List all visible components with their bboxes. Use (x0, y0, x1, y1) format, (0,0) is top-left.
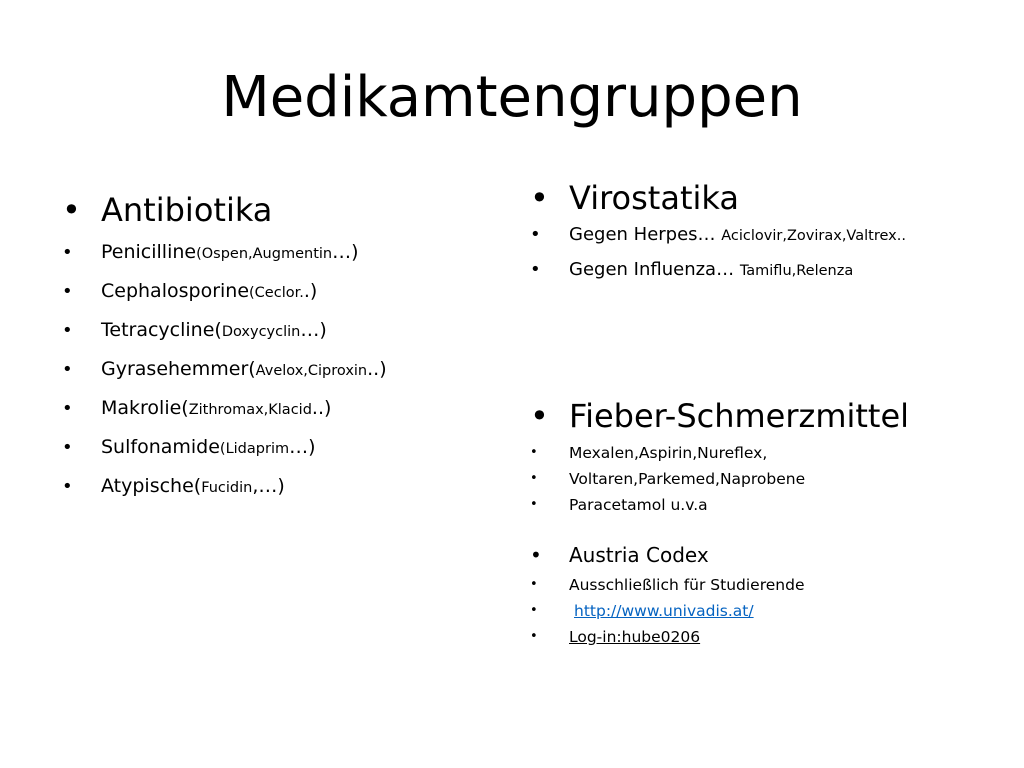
item-examples-text: Avelox,Ciproxin (255, 363, 368, 379)
item-examples-text: (Lidaprim (219, 441, 290, 457)
item-tail-text: ..) (367, 358, 387, 380)
antibiotika-item-penicilline (62, 234, 492, 273)
virostatika-heading (530, 176, 1000, 220)
item-main-text: Cephalosporine (101, 280, 250, 302)
item-examples-text: Tamiflu,Relenza (739, 263, 854, 279)
item-examples-text: (Ceclor. (249, 285, 304, 301)
fieber-item (530, 466, 1000, 492)
antibiotika-heading-text: Antibiotika (101, 191, 273, 229)
antibiotika-item-tetracycline (62, 312, 492, 351)
item-examples-text: (Ospen,Augmentin (196, 246, 333, 262)
antibiotika-item-atypische (62, 468, 492, 507)
fieber-heading (530, 394, 1000, 438)
item-examples-text: Aciclovir,Zovirax,Valtrex.. (721, 228, 906, 244)
item-main-text: Tetracycline( (101, 319, 222, 341)
antibiotika-item-gyrasehemmer (62, 351, 492, 390)
codex-login-item (530, 624, 1000, 650)
antibiotika-heading (62, 188, 492, 232)
item-examples-text: Zithromax,Klacid (188, 402, 312, 418)
antibiotika-item-makrolie (62, 390, 492, 429)
item-tail-text: …) (332, 241, 359, 263)
right-column (530, 176, 1000, 650)
codex-heading-text: Austria Codex (569, 543, 709, 567)
antibiotika-item-cephalosporine (62, 273, 492, 312)
item-main-text: Gegen Influenza… (569, 259, 740, 280)
codex-note-text: Ausschließlich für Studierende (569, 576, 805, 594)
fieber-heading-text: Fieber-Schmerzmittel (569, 397, 910, 435)
antibiotika-item-sulfonamide (62, 429, 492, 468)
item-main-text: Atypische( (101, 475, 202, 497)
fieber-item (530, 492, 1000, 518)
item-examples-text: Fucidin (201, 480, 253, 496)
fieber-item-text: Voltaren,Parkemed,Naprobene (569, 470, 806, 488)
virostatika-heading-text: Virostatika (569, 179, 739, 217)
univadis-link[interactable]: http://www.univadis.at/ (574, 602, 754, 620)
codex-heading (530, 538, 1000, 572)
item-tail-text: ..) (311, 397, 332, 419)
item-main-text: Penicilline (101, 241, 197, 263)
item-tail-text: .) (303, 280, 318, 302)
slide-title: Medikamtengruppen (221, 65, 803, 130)
item-tail-text: ,…) (252, 475, 285, 497)
item-tail-text: …) (300, 319, 327, 341)
item-main-text: Gegen Herpes… (569, 224, 722, 245)
fieber-item-text: Paracetamol u.v.a (569, 496, 708, 514)
item-tail-text: …) (289, 436, 316, 458)
antibiotika-column (62, 188, 492, 507)
codex-link-item (530, 598, 1000, 624)
fieber-item-text: Mexalen,Aspirin,Nureflex, (569, 444, 768, 462)
codex-note (530, 572, 1000, 598)
virostatika-item-herpes (530, 218, 1000, 253)
item-main-text: Gyrasehemmer( (101, 358, 256, 380)
login-text: Log-in:hube0206 (569, 628, 701, 646)
fieber-item (530, 440, 1000, 466)
item-main-text: Sulfonamide (101, 436, 220, 458)
item-main-text: Makrolie( (101, 397, 189, 419)
virostatika-item-influenza (530, 253, 1000, 288)
item-examples-text: Doxycyclin (221, 324, 301, 340)
